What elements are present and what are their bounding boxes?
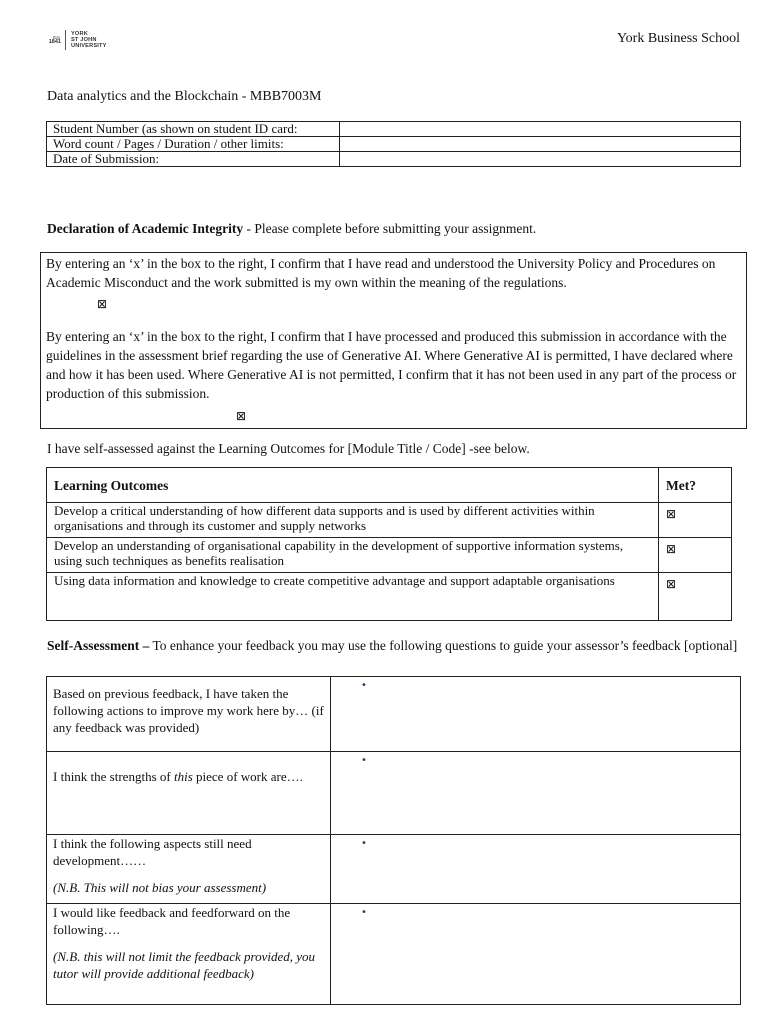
student-info-table [46,121,741,167]
question-text: Based on previous feedback, I have taken the following actions to improve my work here by… (if any feedback was provided) [53,686,324,735]
logo-est-label: Est. [53,35,61,40]
table-row [47,677,741,752]
question-text: I think the strengths of [53,769,174,784]
table-row [47,538,732,573]
table-row [47,137,741,152]
question-note: (N.B. this will not limit the feedback provided, you tutor will provide additional feedback) [53,949,315,981]
table-row [47,904,741,1005]
question-emphasis: this [173,769,193,784]
university-logo [48,29,107,51]
self-assessed-statement: I have self-assessed against the Learning Outcomes for [Module Title / Code] -see below. [47,441,530,456]
table-row [47,573,732,621]
bullet-point: • [361,907,367,918]
self-assessment-table [46,676,741,1005]
met-cell [659,573,732,621]
bullet-point: • [361,838,367,849]
declaration-genai-text: By entering an ‘x’ in the box to the right, I confirm that I have processed and produced this submission in accordance with the guidelines in the assessment brief regarding the use of Generative AI. Where Generative AI is permitted, I have declared where and how it has been used. Where Generative AI is not permitted, I confirm that it has not been used in any part of the process or production of this submission. [46,329,737,401]
met-cell [659,503,732,538]
question-text: piece of work are…. [192,769,303,784]
learning-outcomes-header: Learning Outcomes [47,468,659,503]
submission-date-field[interactable] [340,152,741,167]
word-count-field[interactable] [340,137,741,152]
answer-cell[interactable] [331,835,741,904]
genai-checkbox[interactable]: ⊠ [236,409,247,423]
module-title: Data analytics and the Blockchain - MBB7003M [47,89,322,104]
question-note: (N.B. This will not bias your assessment) [53,880,267,895]
answer-cell[interactable] [331,904,741,1005]
logo-line-1: YORK [71,30,88,37]
word-count-label: Word count / Pages / Duration / other limits: [47,137,340,152]
answer-cell[interactable] [331,677,741,752]
learning-outcomes-table [46,467,732,621]
question-strengths [47,752,331,835]
met-header: Met? [659,468,732,503]
self-assessment-heading-rest: To enhance your feedback you may use the following questions to guide your assessor’s feedback [optional] [149,638,738,653]
table-row [47,152,741,167]
question-text: I think the following aspects still need development…… [53,836,252,868]
outcome-text: Using data information and knowledge to create competitive advantage and support adaptable organisations [47,573,659,621]
logo-line-3: UNIVERSITY [71,43,107,50]
logo-divider [65,30,66,50]
met-checkbox[interactable]: ⊠ [666,507,677,521]
student-number-field[interactable] [340,122,741,137]
table-row [47,752,741,835]
logo-wordmark [71,31,107,50]
logo-established [48,35,61,45]
met-checkbox[interactable]: ⊠ [666,577,677,591]
question-previous-feedback [47,677,331,752]
bullet-point: • [361,680,367,691]
met-cell [659,538,732,573]
declaration-heading [47,221,536,237]
question-text: I would like feedback and feedforward on the following…. [53,905,291,937]
self-assessment-heading-bold: Self-Assessment – [47,638,150,653]
met-checkbox[interactable]: ⊠ [666,542,677,556]
question-feedforward [47,904,331,1005]
student-number-label: Student Number (as shown on student ID card: [47,122,340,137]
outcome-text: Develop an understanding of organisational capability in the development of supportive information systems, using such techniques as benefits realisation [47,538,659,573]
outcome-text: Develop a critical understanding of how different data supports and is used by different activities within organisations and through its customer and supply networks [47,503,659,538]
declaration-heading-bold: Declaration of Academic Integrity [47,221,244,236]
misconduct-checkbox[interactable]: ⊠ [97,297,108,311]
table-header-row [47,468,732,503]
school-name: York Business School [616,31,740,46]
answer-cell[interactable] [331,752,741,835]
logo-line-2: ST JOHN [71,36,97,43]
declaration-misconduct-text: By entering an ‘x’ in the box to the right, I confirm that I have read and understood the University Policy and Procedures on Academic Misconduct and the work submitted is my own within the meaning of the regulations. [46,256,716,290]
self-assessment-heading [47,636,747,656]
table-row [47,503,732,538]
declaration-heading-rest: - Please complete before submitting your assignment. [243,221,537,236]
submission-date-label: Date of Submission: [47,152,340,167]
bullet-point: • [361,755,367,766]
table-row [47,835,741,904]
question-development [47,835,331,904]
table-row [47,122,741,137]
logo-year: 1841 [48,39,61,45]
